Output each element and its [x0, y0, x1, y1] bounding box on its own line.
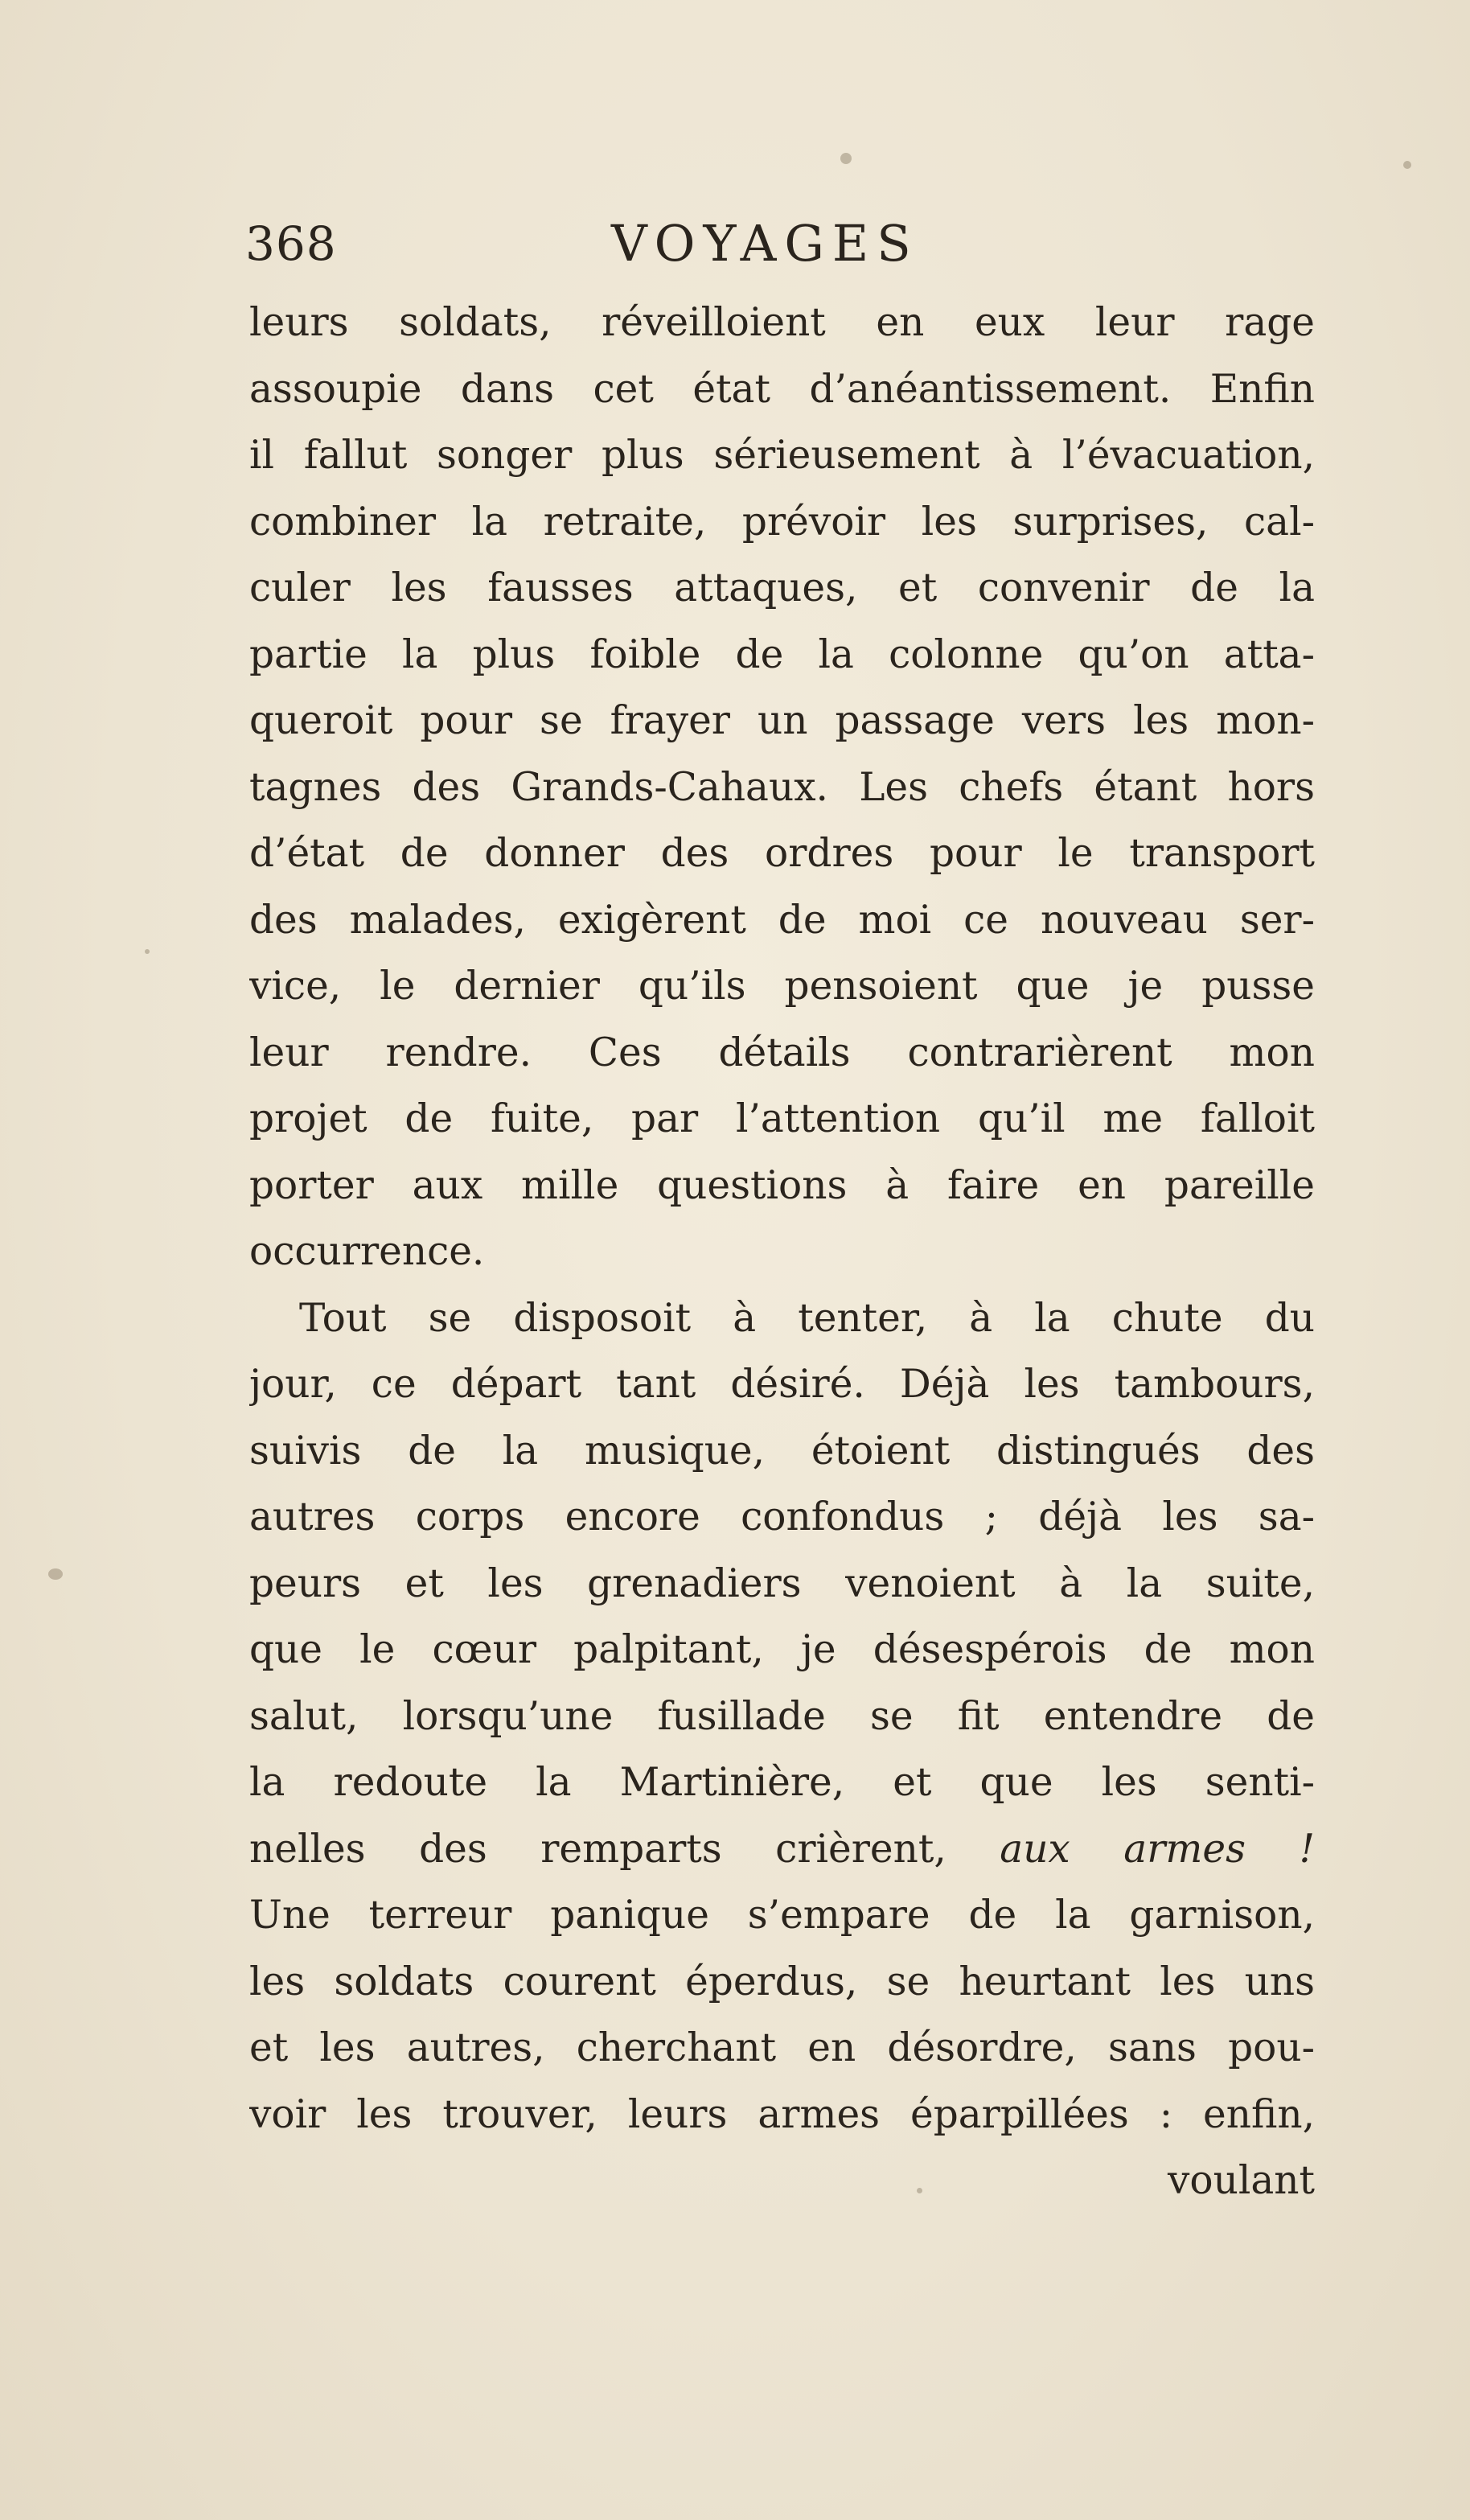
- text-line: que le cœur palpitant, je désespérois de mon: [249, 1627, 1315, 1672]
- body-text: [249, 290, 1315, 2214]
- text-line: voir les trouver, leurs armes éparpillées : enfin,: [249, 2091, 1315, 2137]
- page-header: [245, 208, 1315, 280]
- paper-speck: [48, 1568, 63, 1580]
- text-line: leur rendre. Ces détails contrarièrent mon: [249, 1030, 1315, 1075]
- paper-speck: [1403, 161, 1411, 169]
- text-line-paragraph-end: occurrence.: [249, 1229, 485, 1274]
- text-line: culer les fausses attaques, et convenir de la: [249, 565, 1315, 610]
- text-line-with-italic: [249, 1816, 1315, 1883]
- italic-exclamation: aux armes !: [1000, 1826, 1315, 1872]
- text-line: peurs et les grenadiers venoient à la suite,: [249, 1560, 1315, 1606]
- text-line: les soldats courent éperdus, se heurtant les uns: [249, 1959, 1315, 2004]
- text-line: vice, le dernier qu’ils pensoient que je pusse: [249, 964, 1315, 1009]
- line-text: nelles des remparts crièrent,: [249, 1826, 1000, 1872]
- paper-speck: [145, 949, 150, 954]
- text-line: tagnes des Grands-Cahaux. Les chefs étant hors: [249, 764, 1315, 810]
- text-line: leurs soldats, réveilloient en eux leur rage: [249, 300, 1315, 345]
- text-line: jour, ce départ tant désiré. Déjà les tambours,: [249, 1362, 1315, 1407]
- text-line: la redoute la Martinière, et que les senti-: [249, 1760, 1315, 1805]
- text-line: projet de fuite, par l’attention qu’il me falloit: [249, 1096, 1315, 1141]
- text-line: et les autres, cherchant en désordre, sans pou-: [249, 2025, 1315, 2070]
- text-line: d’état de donner des ordres pour le transport: [249, 831, 1315, 876]
- text-line: assoupie dans cet état d’anéantissement. Enfin: [249, 366, 1315, 412]
- text-line: combiner la retraite, prévoir les surprises, cal-: [249, 499, 1315, 545]
- text-line: salut, lorsqu’une fusillade se fit entendre de: [249, 1693, 1315, 1739]
- catchword: voulant: [1168, 2158, 1315, 2203]
- page-number: 368: [245, 216, 337, 271]
- text-line: Une terreur panique s’empare de la garnison,: [249, 1893, 1315, 1938]
- text-line: il fallut songer plus sérieusement à l’évacuation,: [249, 433, 1315, 478]
- text-line: partie la plus foible de la colonne qu’on atta-: [249, 631, 1315, 677]
- running-head: VOYAGES: [611, 214, 919, 273]
- paper-speck: [840, 153, 852, 164]
- text-line: porter aux mille questions à faire en pareille: [249, 1162, 1315, 1208]
- text-line-paragraph-start: Tout se disposoit à tenter, à la chute du: [299, 1295, 1315, 1341]
- text-line: queroit pour se frayer un passage vers les mon-: [249, 698, 1315, 743]
- text-line: des malades, exigèrent de moi ce nouveau ser-: [249, 897, 1315, 943]
- text-line: suivis de la musique, étoient distingués des: [249, 1428, 1315, 1474]
- text-line: autres corps encore confondus ; déjà les sa-: [249, 1494, 1315, 1540]
- paper-speck: [917, 2188, 922, 2193]
